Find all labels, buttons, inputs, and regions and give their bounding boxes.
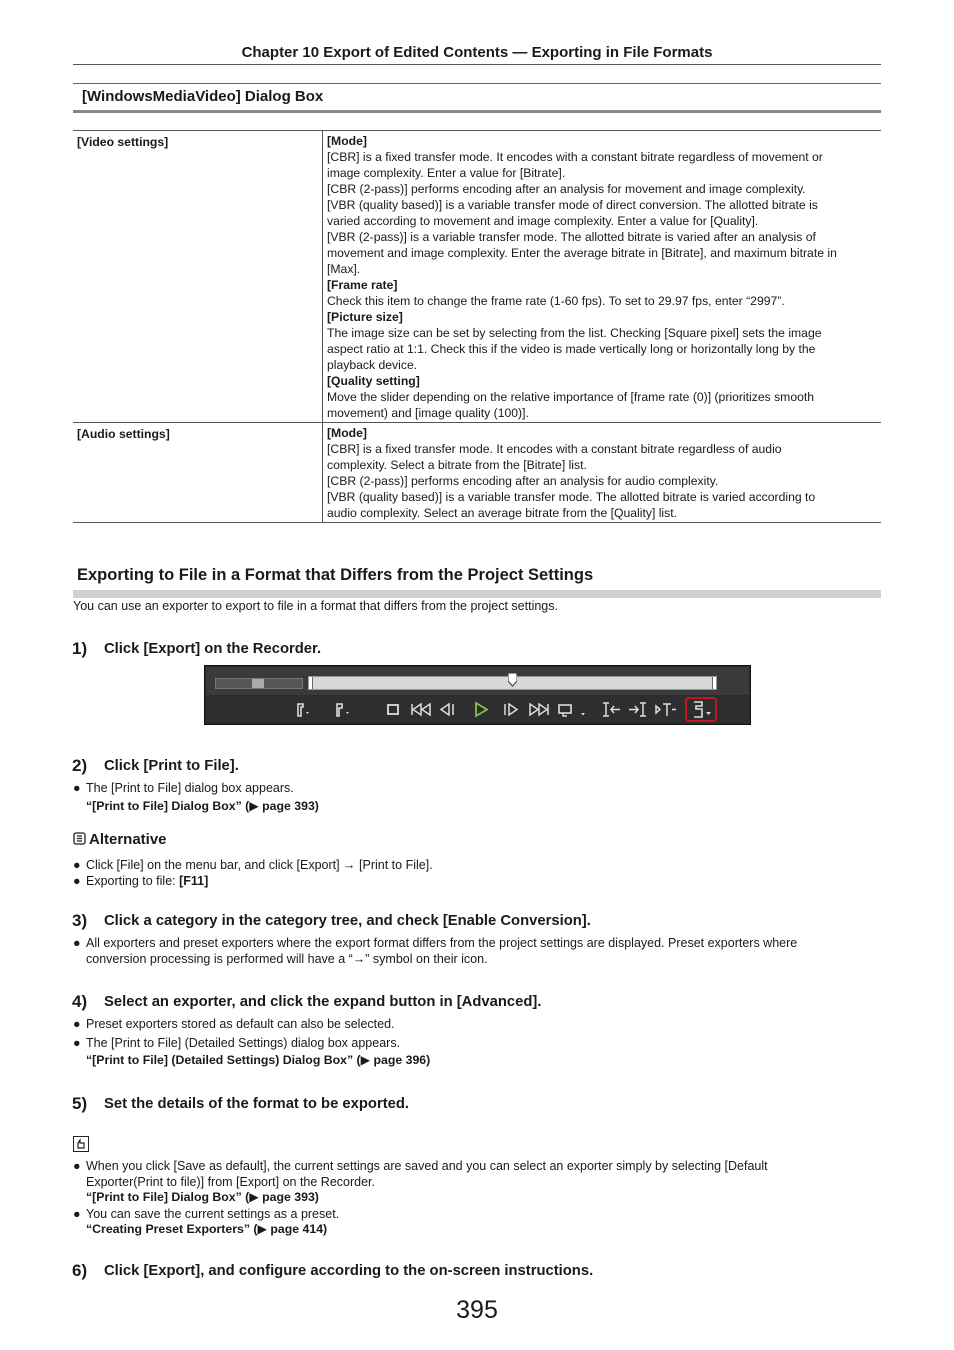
bullet-dot: ● bbox=[73, 1207, 81, 1221]
text-line: [Max]. bbox=[327, 262, 361, 276]
export-icon bbox=[689, 699, 711, 718]
step-number: 2) bbox=[72, 756, 88, 775]
section-heading bbox=[73, 566, 881, 598]
page-reference[interactable]: “[Print to File] Dialog Box” (▶ page 393) bbox=[86, 1190, 319, 1204]
list-item-text bbox=[86, 873, 846, 889]
step-number: 6) bbox=[72, 1261, 88, 1280]
jog-slider[interactable] bbox=[215, 678, 303, 689]
seek-handle[interactable] bbox=[508, 673, 517, 687]
trim-split-icon[interactable] bbox=[654, 700, 676, 719]
text-line: When you click [Save as default], the current settings are saved and you can select an exporter simply by selecting [Default bbox=[86, 1159, 768, 1173]
page-reference[interactable]: “[Print to File] (Detailed Settings) Dialog Box” (▶ page 396) bbox=[86, 1053, 431, 1067]
seek-end-marker bbox=[712, 677, 716, 689]
text-line: varied according to movement and image complexity. Enter a value for [Quality]. bbox=[327, 214, 759, 228]
text-line: complexity. Select a bitrate from the [Bitrate] list. bbox=[327, 458, 587, 472]
alternative-heading bbox=[73, 831, 167, 848]
recorder-seek-area bbox=[206, 667, 749, 695]
step-text: Click [Export] on the Recorder. bbox=[104, 641, 322, 657]
loop-icon[interactable] bbox=[556, 700, 578, 719]
bullet-dot: ● bbox=[73, 1159, 81, 1173]
text-line: aspect ratio at 1:1. Check this if the video is made vertically long or horizontally long by the bbox=[327, 342, 816, 356]
bullet-dot: ● bbox=[73, 781, 81, 795]
set-in-icon[interactable] bbox=[290, 700, 312, 719]
list-item-text bbox=[86, 935, 846, 967]
recorder-buttons bbox=[206, 696, 749, 723]
alternative-icon bbox=[73, 832, 86, 845]
bullet-dot: ● bbox=[73, 874, 81, 888]
bullet-dot: ● bbox=[73, 1036, 81, 1050]
step-text: Set the details of the format to be exported. bbox=[104, 1096, 410, 1112]
text-line: image complexity. Enter a value for [Bitrate]. bbox=[327, 166, 566, 180]
trim-in-icon[interactable] bbox=[600, 700, 622, 719]
text-line: audio complexity. Select an average bitrate from the [Quality] list. bbox=[327, 506, 677, 520]
step-number: 4) bbox=[72, 992, 88, 1011]
play-icon[interactable] bbox=[470, 700, 492, 719]
text-line: [CBR] is a fixed transfer mode. It encodes with a constant bitrate regardless of audio bbox=[327, 442, 782, 456]
step-text: Click a category in the category tree, and check [Enable Conversion]. bbox=[104, 913, 591, 929]
stop-icon[interactable] bbox=[382, 700, 404, 719]
step-number: 1) bbox=[72, 639, 88, 658]
trim-out-icon[interactable] bbox=[627, 700, 649, 719]
list-item-text: The [Print to File] dialog box appears. bbox=[86, 781, 294, 795]
table-row-audio bbox=[73, 423, 881, 523]
text-line: All exporters and preset exporters where the export format differs from the project settings are displayed. Preset exporters where bbox=[86, 936, 798, 950]
text-line: playback device. bbox=[327, 358, 418, 372]
list-item-text: Preset exporters stored as default can also be selected. bbox=[86, 1017, 395, 1031]
bullet-dot: ● bbox=[73, 936, 81, 950]
set-out-icon[interactable] bbox=[330, 700, 352, 719]
step-text: Select an exporter, and click the expand button in [Advanced]. bbox=[104, 994, 542, 1010]
bullet-dot: ● bbox=[73, 1017, 81, 1031]
list-item-text bbox=[86, 1158, 846, 1190]
export-button[interactable] bbox=[685, 697, 717, 722]
text-line: [VBR (quality based)] is a variable transfer mode. The allotted bitrate is varied according to bbox=[327, 490, 816, 504]
text-line: Check this item to change the frame rate (1-60 fps). To set to 29.97 fps, enter “2997”. bbox=[327, 294, 785, 308]
shortcut-label: Exporting to file: bbox=[86, 874, 180, 888]
block-head: [Frame rate] bbox=[327, 278, 398, 292]
rewind-icon[interactable] bbox=[409, 700, 431, 719]
step-number: 3) bbox=[72, 911, 88, 930]
text-line: Move the slider depending on the relative importance of [frame rate (0)] (prioritizes smooth bbox=[327, 390, 815, 404]
seek-start-marker bbox=[309, 677, 313, 689]
step-text: Click [Print to File]. bbox=[104, 758, 239, 774]
page-reference[interactable]: “Creating Preset Exporters” (▶ page 414) bbox=[86, 1222, 328, 1236]
shortcut-key: [F11] bbox=[179, 874, 209, 888]
bullet-dot: ● bbox=[73, 858, 81, 872]
block-head: [Quality setting] bbox=[327, 374, 420, 388]
row-content bbox=[323, 131, 882, 423]
step-forward-icon[interactable] bbox=[500, 700, 522, 719]
alternative-title: Alternative bbox=[89, 831, 167, 848]
text-line: conversion processing is performed will have a “→” symbol on their icon. bbox=[86, 952, 488, 966]
text-line: [VBR (quality based)] is a variable transfer mode of direct conversion. The allotted bitrate is bbox=[327, 198, 818, 212]
text-line: Exporter(Print to file)] from [Export] on the Recorder. bbox=[86, 1175, 376, 1189]
step-text: Click [Export], and configure according to the on-screen instructions. bbox=[104, 1263, 594, 1279]
block-head: [Mode] bbox=[327, 426, 367, 440]
section-title: [WindowsMediaVideo] Dialog Box bbox=[82, 88, 324, 105]
fast-forward-icon[interactable] bbox=[527, 700, 549, 719]
text-line: movement and image complexity. Enter the average bitrate in [Bitrate], and maximum bitrate in bbox=[327, 246, 837, 260]
recorder-toolbar bbox=[204, 665, 751, 725]
text-line: The image size can be set by selecting from the list. Checking [Square pixel] sets the image bbox=[327, 326, 822, 340]
seek-bar[interactable] bbox=[308, 676, 717, 690]
list-item-text: Click [File] on the menu bar, and click [Export] → [Print to File]. bbox=[86, 858, 433, 872]
row-content bbox=[323, 423, 882, 523]
text-line: [CBR] is a fixed transfer mode. It encodes with a constant bitrate regardless of movement or bbox=[327, 150, 823, 164]
page-number: 395 bbox=[456, 1296, 498, 1324]
page-reference[interactable]: “[Print to File] Dialog Box” (▶ page 393) bbox=[86, 799, 319, 813]
step-back-icon[interactable] bbox=[437, 700, 459, 719]
jog-handle[interactable] bbox=[252, 679, 264, 688]
text-line: [CBR (2-pass)] performs encoding after an analysis for movement and image complexity. bbox=[327, 182, 806, 196]
section-heading-text: Exporting to File in a Format that Differs from the Project Settings bbox=[77, 566, 594, 584]
chapter-header: Chapter 10 Export of Edited Contents — Exporting in File Formats bbox=[241, 44, 713, 61]
text-line: [CBR (2-pass)] performs encoding after an analysis for audio complexity. bbox=[327, 474, 719, 488]
header-rule bbox=[73, 64, 881, 65]
text-line: movement) and [image quality (100)]. bbox=[327, 406, 529, 420]
note-icon bbox=[73, 1136, 89, 1152]
table-row-video bbox=[73, 131, 881, 423]
intro-text: You can use an exporter to export to file in a format that differs from the project settings. bbox=[73, 599, 558, 613]
settings-table bbox=[73, 130, 881, 523]
step-number: 5) bbox=[72, 1094, 88, 1113]
text-line: [VBR (2-pass)] is a variable transfer mode. The allotted bitrate is varied after an analysis of bbox=[327, 230, 816, 244]
row-label: [Video settings] bbox=[73, 131, 323, 423]
list-item-text: The [Print to File] (Detailed Settings) dialog box appears. bbox=[86, 1036, 401, 1050]
list-item-text: You can save the current settings as a preset. bbox=[86, 1207, 340, 1221]
row-label: [Audio settings] bbox=[73, 423, 323, 523]
section-title-box bbox=[73, 83, 881, 113]
block-head: [Picture size] bbox=[327, 310, 403, 324]
block-head: [Mode] bbox=[327, 134, 367, 148]
